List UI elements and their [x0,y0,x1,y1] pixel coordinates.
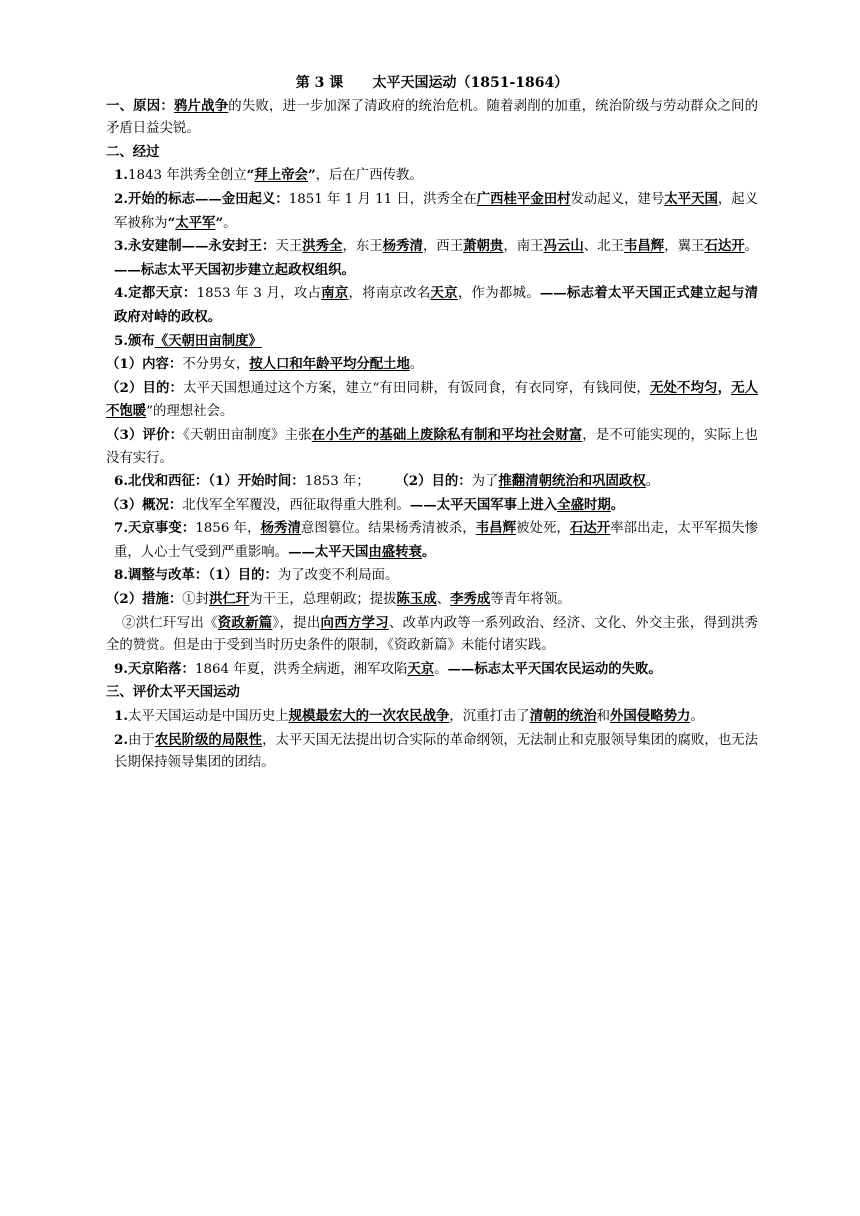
item-number: 2. [114,731,128,748]
section-heading: 二、经过 [106,143,160,160]
spacer [370,474,396,489]
body-text: 、 [436,592,451,608]
body-text: 的失败，进一步加深了清政府的统治危机。随着剥削的加重，统治阶级与劳动群众之间的矛盾日益尖锐。 [106,98,759,137]
item-heading: （1）内容： [106,356,183,373]
body-text: 率部出走，太平军损失惨重，人心士气受到严重影响。 [114,521,759,560]
body-text: ②洪仁玕写出《 [122,615,218,631]
body-text: ，将南京改名 [348,286,431,302]
body-text: 。 [744,239,759,255]
keyword: 韦昌辉 [624,238,665,255]
item-3 [106,235,758,282]
body-text: 1864 年夏，洪秀全病逝，湘军攻陷 [194,661,408,677]
keyword: 陈玉成 [396,591,437,608]
keyword: 农民阶级的局限性 [154,731,263,748]
body-text: 1843 年洪秀全创立 [127,168,247,184]
page-title [106,72,758,95]
body-text: ①封 [182,592,210,608]
item-8 [106,564,758,588]
section-evaluation-heading [106,681,758,705]
body-text: 、改革内政等一系列政治、经济、文化、外交主张，得到洪秀全的赞赏。但是由于受到当时历史条件的限制，《资政新篇》未能付诸实践。 [106,615,759,654]
body-text: ，是不可能实现的，实际上也没有实行。 [106,427,759,466]
body-text: 。 [645,474,660,490]
body-text: ，后在广西传教。 [315,168,423,184]
body-text: 北伐军全军覆没，西征取得重大胜利。 [182,497,410,513]
item-5 [106,330,758,354]
body-text: 《天朝田亩制度》主张 [183,427,312,443]
keyword: 向西方学习 [320,614,389,631]
body-text: ，起义军被称为 [114,191,759,231]
keyword: 清朝的统治 [529,708,597,725]
item-heading: 5.颁布 [114,332,155,349]
item-heading: （2）目的： [106,379,184,396]
item-heading: 3.永安建制——永安封王： [114,238,276,255]
item-heading: 7.天京事变： [114,520,196,537]
item-6 [106,470,758,494]
keyword: 规模最宏大的一次农民战争 [288,708,450,725]
keyword: 洪仁玕 [209,591,250,608]
keyword: 天京 [407,660,435,677]
body-text: 。 [223,215,237,231]
body-text: 为了改变不利局面。 [277,568,399,584]
significance-text: ——标志太平天国农民运动的失败。 [447,660,662,677]
keyword: 外国侵略势力 [610,708,691,725]
item-heading: 9.天京陷落： [114,660,195,677]
keyword: 全盛时期 [557,496,611,513]
section-cause [106,95,758,141]
keyword: 在小生产的基础上废除私有制和平均社会财富 [311,426,583,443]
body-text: ，太平天国无法提出切合实际的革命纲领，无法制止和克服领导集团的腐败，也无法长期保持领导集团的团结。 [114,732,759,771]
body-text: 为干王，总理朝政；提拔 [249,592,397,608]
item-heading: 2.开始的标志——金田起义： [114,190,289,207]
body-text: ，东王 [342,239,383,255]
significance-text: 。 [421,543,436,560]
keyword: 无人不饱暖 [106,379,759,420]
body-text: 不分男女， [182,357,250,373]
item-number: 1. [114,708,128,725]
keyword: 推翻清朝统治和巩固政权 [498,473,646,490]
quote-mark: ” [215,214,224,231]
item-9 [106,658,758,682]
body-text: 太平天国想通过这个方案，建立“有田同耕，有饭同食，有衣同穿，有钱同使， [183,380,650,396]
section-process-heading [106,141,758,165]
keyword: 萧朝贵 [463,238,504,255]
quote-mark: “ [167,214,176,231]
keyword: 石达开 [569,520,611,537]
body-text: 》，提出 [272,615,321,631]
keyword: 杨秀清 [382,238,423,255]
keyword: 洪秀全 [302,238,343,255]
item-heading: （2）措施： [106,591,183,608]
keyword: 石达开 [704,238,745,255]
keyword: 太平天国 [664,190,718,207]
keyword: 韦昌辉 [475,520,517,537]
keyword: 鸦片战争 [173,97,229,114]
quote-mark: “ [246,167,255,184]
item-6-3 [106,494,758,518]
keyword: 冯云山 [543,238,584,255]
body-text: 1856 年， [195,521,261,537]
body-text: 天王 [275,239,303,255]
body-text: 发动起义，建号 [570,191,665,207]
keyword: 由盛转衰 [368,543,422,560]
eval-item-1 [106,705,758,729]
item-4 [106,282,758,329]
body-text: 。 [690,709,704,725]
significance-text: ——标志太平天国初步建立起政权组织。 [114,261,356,278]
body-text: 1853 年 3 月，攻占 [196,286,322,302]
keyword: 南京 [321,285,349,302]
body-text: 。 [409,357,424,373]
item-1 [106,164,758,188]
body-text: ，翼王 [664,239,705,255]
significance-text: ——太平天国军事上进入 [409,496,558,513]
body-text: 被处死， [516,521,570,537]
body-text: 太平天国运动是中国历史上 [127,709,289,725]
section-heading: 一、原因： [106,97,174,114]
item-heading: 4.定都天京： [114,285,197,302]
body-text: ”的理想社会。 [146,404,234,420]
item-heading: 8.调整与改革：（1）目的： [114,567,278,584]
keyword: 杨秀清 [260,520,301,537]
body-text: ，作为都城。 [457,286,540,302]
keyword: 太平军 [175,214,216,231]
item-heading: （2）目的： [395,473,472,490]
keyword: 无处不均匀 [649,379,718,396]
body-text: ，南王 [503,239,544,255]
item-heading: （3）评价： [106,426,184,443]
item-5-2 [106,377,758,424]
body-text: ，西王 [422,239,464,255]
significance-text: ——太平天国 [288,543,369,560]
body-text: 由于 [127,732,155,748]
body-text: 1853 年； [304,474,370,490]
title-text: 太平天国运动（1851-1864） [372,75,569,91]
item-number: 1. [114,167,128,184]
item-8-2 [106,588,758,612]
keyword: 拜上帝会 [254,167,308,184]
keyword: 天京 [430,285,458,302]
keyword: 李秀成 [450,591,491,608]
quote-mark: ” [307,167,316,184]
body-text: ，沉重打击了 [449,709,530,725]
body-text: ， [717,379,732,396]
section-heading: 三、评价太平天国运动 [106,684,240,701]
document-content [106,72,758,775]
item-8-2b [106,612,758,658]
body-text: 和 [596,709,611,725]
item-2 [106,188,758,235]
keyword: 资政新篇 [217,614,273,631]
body-text: 等青年将领。 [490,592,571,608]
keyword: 按人口和年龄平均分配土地 [249,356,410,373]
body-text: 意图篡位。结果杨秀清被杀， [300,521,476,537]
item-7 [106,517,758,564]
item-5-3 [106,424,758,470]
body-text: 为了 [471,474,499,490]
body-text: 、北王 [583,239,624,255]
eval-item-2 [106,729,758,775]
body-text: 。 [434,661,448,677]
title-lesson: 第 3 课 [295,75,344,91]
significance-text: 。 [610,496,625,513]
item-heading: 6.北伐和西征：（1）开始时间： [114,473,305,490]
significance-text: ——标志着太平天国正式建立起与清政府对峙的政权。 [114,285,759,325]
body-text: 1851 年 1 月 11 日，洪秀全在 [288,191,477,207]
keyword: 广西桂平金田村 [476,190,571,207]
item-heading: （3）概况： [106,496,183,513]
item-5-1 [106,353,758,377]
keyword: 《天朝田亩制度》 [154,332,262,349]
